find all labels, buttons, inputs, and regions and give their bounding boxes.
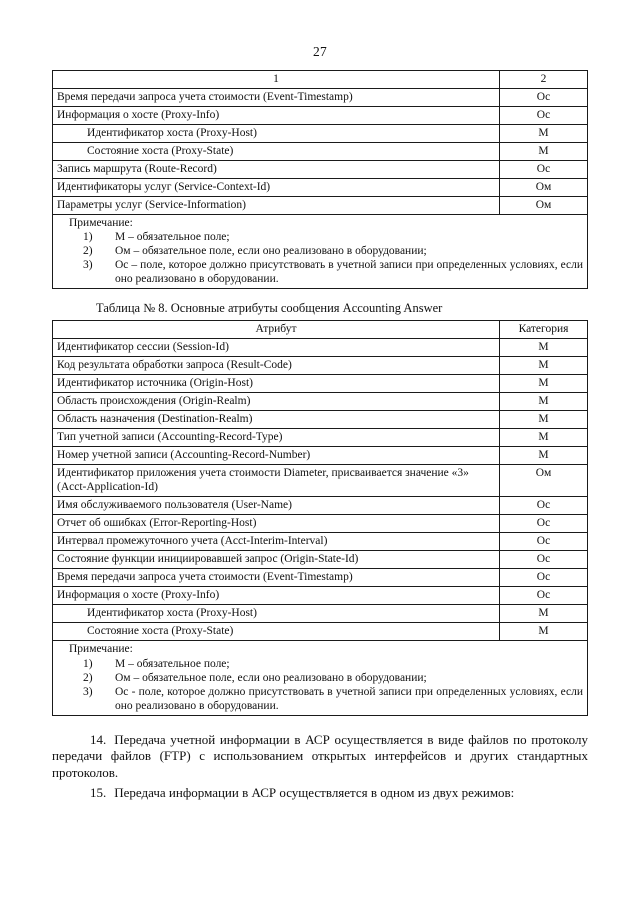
attribute-cell: Идентификатор хоста (Proxy-Host) (53, 125, 500, 143)
note-title: Примечание: (69, 643, 133, 656)
table-header-row (53, 321, 588, 339)
note-list (57, 230, 583, 286)
table-row (53, 533, 588, 551)
paragraph-14 (52, 732, 588, 783)
table-row (53, 515, 588, 533)
table-8-caption: Таблица № 8. Основные атрибуты сообщения Accounting Answer (96, 301, 443, 316)
table-7-accounting-request-attributes (52, 70, 588, 289)
attribute-cell: Область назначения (Destination-Realm) (53, 411, 500, 429)
category-cell: Ос (500, 515, 588, 533)
paragraph-text: Передача информации в АСР осуществляется в одном из двух режимов: (114, 785, 515, 801)
table-note (53, 215, 588, 289)
table-row (53, 161, 588, 179)
category-cell: М (500, 357, 588, 375)
paragraph-number: 15. (90, 785, 107, 801)
category-cell: Ос (500, 107, 588, 125)
attribute-cell: Состояние хоста (Proxy-State) (53, 143, 500, 161)
note-item-text: Ом – обязательное поле, если оно реализовано в оборудовании; (115, 671, 427, 684)
attribute-cell: Тип учетной записи (Accounting-Record-Type) (53, 429, 500, 447)
category-cell: Ос (500, 569, 588, 587)
note-list (57, 657, 583, 713)
category-cell: Ом (500, 197, 588, 215)
attribute-cell: Отчет об ошибках (Error-Reporting-Host) (53, 515, 500, 533)
category-cell: Ос (500, 497, 588, 515)
attribute-cell: Состояние хоста (Proxy-State) (53, 623, 500, 641)
note-item (57, 258, 583, 286)
body-paragraphs (52, 732, 588, 803)
note-item (57, 230, 583, 244)
attribute-cell: Информация о хосте (Proxy-Info) (53, 107, 500, 125)
note-item-text: М – обязательное поле; (115, 657, 230, 670)
attribute-cell: Идентификатор источника (Origin-Host) (53, 375, 500, 393)
attribute-cell: Идентификаторы услуг (Service-Context-Id) (53, 179, 500, 197)
attribute-cell: Область происхождения (Origin-Realm) (53, 393, 500, 411)
table-row (53, 497, 588, 515)
note-item (57, 657, 583, 671)
table-row (53, 89, 588, 107)
column-header-attribute: Атрибут (53, 321, 500, 339)
table-row (53, 179, 588, 197)
attribute-cell: Время передачи запроса учета стоимости (Event-Timestamp) (53, 89, 500, 107)
category-cell: Ос (500, 161, 588, 179)
note-item (57, 671, 583, 685)
attribute-cell: Идентификатор сессии (Session-Id) (53, 339, 500, 357)
category-cell: М (500, 143, 588, 161)
table-row (53, 447, 588, 465)
page-number: 27 (313, 44, 327, 59)
table-row (53, 125, 588, 143)
table-row (53, 375, 588, 393)
category-cell: М (500, 605, 588, 623)
category-cell: М (500, 125, 588, 143)
table-note-row (53, 641, 588, 715)
category-cell: Ос (500, 587, 588, 605)
note-item-number: 1) (83, 657, 93, 670)
attribute-cell: Информация о хосте (Proxy-Info) (53, 587, 500, 605)
table-row (53, 197, 588, 215)
category-cell: Ос (500, 89, 588, 107)
paragraph-text: Передача учетной информации в АСР осуществляется в виде файлов по протоколу передачи файлов (FTP) с использованием открытых интерфейсов и других стандартных протоколов. (52, 731, 588, 781)
category-cell: М (500, 429, 588, 447)
note-item (57, 244, 583, 258)
category-cell: Ом (500, 465, 588, 497)
column-header-attribute: 1 (53, 71, 500, 89)
note-item-number: 3) (83, 685, 93, 698)
table-header-row (53, 71, 588, 89)
table-row (53, 587, 588, 605)
table-row (53, 465, 588, 497)
category-cell: М (500, 411, 588, 429)
category-cell: М (500, 393, 588, 411)
table-row (53, 411, 588, 429)
column-header-category: Категория (500, 321, 588, 339)
note-title: Примечание: (69, 217, 133, 230)
attribute-cell: Номер учетной записи (Accounting-Record-Number) (53, 447, 500, 465)
table-note-row (53, 215, 588, 289)
table-row (53, 569, 588, 587)
attribute-cell: Идентификатор приложения учета стоимости Diameter, присваивается значение «3» (Acct-Application-Id) (53, 465, 500, 497)
category-cell: Ом (500, 179, 588, 197)
table-row (53, 143, 588, 161)
table-row (53, 357, 588, 375)
table-row (53, 551, 588, 569)
table-8-accounting-answer-attributes (52, 320, 588, 715)
attribute-cell: Имя обслуживаемого пользователя (User-Name) (53, 497, 500, 515)
table-row (53, 429, 588, 447)
note-item (57, 685, 583, 713)
category-cell: М (500, 623, 588, 641)
category-cell: М (500, 447, 588, 465)
column-header-category: 2 (500, 71, 588, 89)
category-cell: Ос (500, 551, 588, 569)
attribute-cell: Идентификатор хоста (Proxy-Host) (53, 605, 500, 623)
table-row (53, 393, 588, 411)
attribute-cell: Код результата обработки запроса (Result-Code) (53, 357, 500, 375)
note-item-number: 3) (83, 259, 93, 272)
note-item-number: 2) (83, 671, 93, 684)
note-item-text: Ом – обязательное поле, если оно реализовано в оборудовании; (115, 245, 427, 258)
table-row (53, 623, 588, 641)
attribute-cell: Интервал промежуточного учета (Acct-Interim-Interval) (53, 533, 500, 551)
attribute-cell: Состояние функции инициировавшей запрос (Origin-State-Id) (53, 551, 500, 569)
paragraph-number: 14. (90, 731, 107, 747)
category-cell: Ос (500, 533, 588, 551)
category-cell: М (500, 339, 588, 357)
attribute-cell: Параметры услуг (Service-Information) (53, 197, 500, 215)
category-cell: М (500, 375, 588, 393)
table-row (53, 605, 588, 623)
table-row (53, 107, 588, 125)
note-item-number: 2) (83, 245, 93, 258)
table-note (53, 641, 588, 715)
note-item-text: Ос - поле, которое должно присутствовать в учетной записи при определенных условиях, если оно реализовано в оборудовании. (115, 685, 583, 712)
attribute-cell: Запись маршрута (Route-Record) (53, 161, 500, 179)
table-row (53, 339, 588, 357)
note-item-text: Ос – поле, которое должно присутствовать в учетной записи при определенных условиях, если оно реализовано в оборудовании. (115, 259, 583, 286)
note-item-number: 1) (83, 231, 93, 244)
note-item-text: М – обязательное поле; (115, 231, 230, 244)
attribute-cell: Время передачи запроса учета стоимости (Event-Timestamp) (53, 569, 500, 587)
paragraph-15 (52, 785, 588, 802)
